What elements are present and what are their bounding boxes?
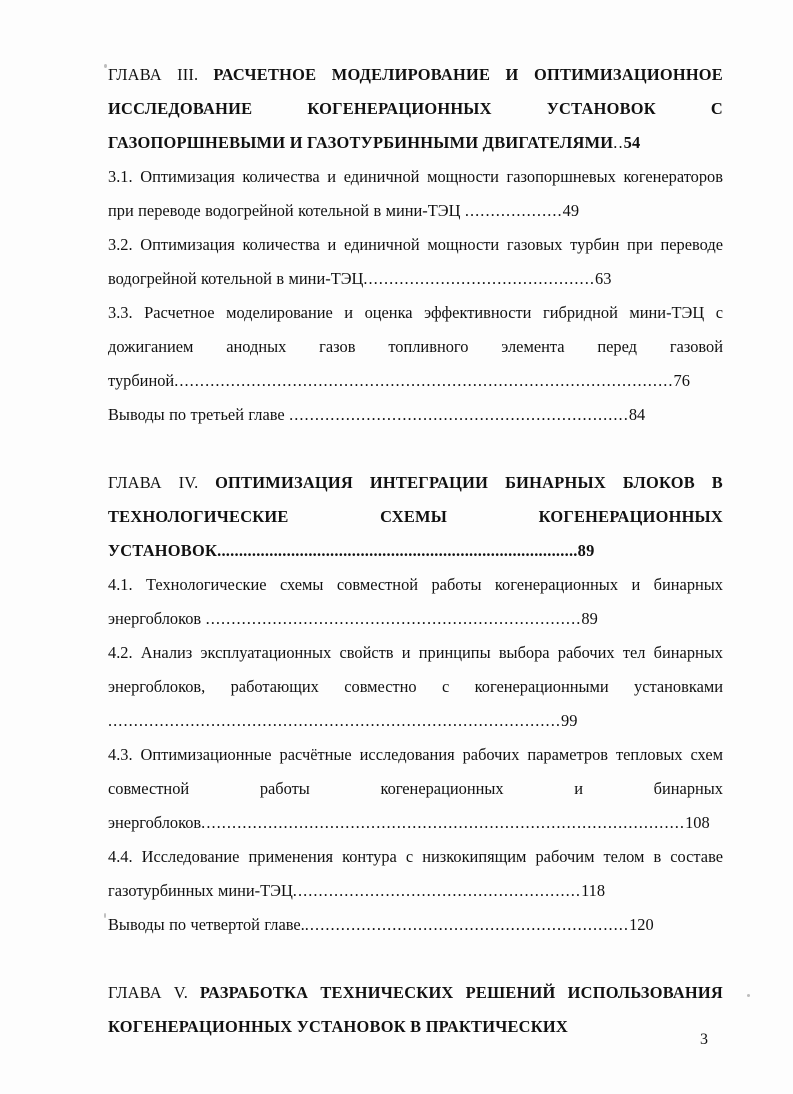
toc-entry-text: 4.2. Анализ эксплуатационных свойств и принципы выбора рабочих тел бинарных энергоблоков, работающих совместно с когенерационными установками — [108, 643, 723, 696]
chapter-title: РАЗРАБОТКА ТЕХНИЧЕСКИХ РЕШЕНИЙ ИСПОЛЬЗОВАНИЯ КОГЕНЕРАЦИОННЫХ УСТАНОВОК В ПРАКТИЧЕСКИХ — [108, 983, 724, 1036]
page-number: 89 — [581, 609, 598, 628]
dot-leader: ............................................. — [363, 269, 596, 288]
chapter-heading-5[interactable] — [108, 976, 723, 1044]
dot-leader: ........................................................ — [292, 881, 582, 900]
toc-entry[interactable] — [108, 908, 723, 942]
dot-leader: ......................................................................... — [205, 609, 582, 628]
toc-chapter-block — [108, 976, 723, 1044]
block-separator — [108, 432, 723, 466]
toc-entry-text: 3.3. Расчетное моделирование и оценка эффективности гибридной мини-ТЭЦ с дожиганием анодных газов топливного элемента перед газовой турбиной — [108, 303, 723, 390]
dot-leader: ................... — [464, 201, 563, 220]
chapter-heading-4[interactable] — [108, 466, 723, 568]
section-list-4 — [108, 568, 723, 942]
chapter-label: ГЛАВА III. — [108, 65, 199, 84]
toc-entry-text: 3.2. Оптимизация количества и единичной мощности газовых турбин при переводе водогрейной котельной в мини-ТЭЦ — [108, 235, 723, 288]
toc-entry-text: 3.1. Оптимизация количества и единичной мощности газопоршневых когенераторов при переводе водогрейной котельной в мини-ТЭЦ — [108, 167, 723, 220]
page-number: 118 — [581, 881, 606, 900]
dot-leader: ............................................................... — [304, 915, 630, 934]
toc-chapter-block — [108, 466, 723, 942]
toc-entry[interactable] — [108, 228, 723, 296]
page-number: 63 — [595, 269, 612, 288]
dot-leader: ................................................................................................. — [174, 371, 674, 390]
page-number: 49 — [562, 201, 580, 220]
page-folio: 3 — [700, 1031, 708, 1048]
dot-leader: .................................................................. — [289, 405, 629, 424]
dot-leader: .. — [613, 133, 624, 152]
toc-entry[interactable] — [108, 738, 723, 840]
toc-entry[interactable] — [108, 160, 723, 228]
scan-speck — [104, 913, 106, 918]
page-number: 76 — [673, 371, 690, 390]
scan-speck — [747, 994, 750, 997]
toc-entry[interactable] — [108, 398, 723, 432]
toc-entry-text: 4.3. Оптимизационные расчётные исследования рабочих параметров тепловых схем совместной работы когенерационных и бинарных энергоблоков — [108, 745, 723, 832]
page-number: 89 — [577, 541, 595, 560]
page-number: 84 — [628, 405, 646, 424]
toc-chapter-block — [108, 58, 723, 432]
toc-entry[interactable] — [108, 296, 723, 398]
toc-entry-text: Выводы по четвертой главе. — [108, 915, 305, 934]
page-number: 120 — [629, 915, 654, 934]
dot-leader: .............................................................................................. — [201, 813, 686, 832]
chapter-heading-3[interactable] — [108, 58, 723, 160]
chapter-label: ГЛАВА IV. — [108, 473, 199, 492]
dot-leader: ........................................................................................ — [108, 711, 561, 730]
section-list-3 — [108, 160, 723, 432]
scan-speck — [104, 64, 107, 68]
toc-entry-text: 4.1. Технологические схемы совместной работы когенерационных и бинарных энергоблоков — [108, 575, 723, 628]
toc-entry[interactable] — [108, 636, 723, 738]
toc-entry[interactable] — [108, 568, 723, 636]
chapter-title: РАСЧЕТНОЕ МОДЕЛИРОВАНИЕ И ОПТИМИЗАЦИОННОЕ ИССЛЕДОВАНИЕ КОГЕНЕРАЦИОННЫХ УСТАНОВОК С ГАЗОПОРШНЕВЫМИ И ГАЗОТУРБИННЫМИ ДВИГАТЕЛЯМИ — [108, 65, 723, 152]
dot-leader: ................................................................................... — [217, 541, 578, 560]
toc-entry[interactable] — [108, 840, 723, 908]
toc-content — [108, 58, 723, 1044]
toc-entry-text: 4.4. Исследование применения контура с низкокипящим рабочим телом в составе газотурбинных мини-ТЭЦ — [108, 847, 723, 900]
chapter-title: ОПТИМИЗАЦИЯ ИНТЕГРАЦИИ БИНАРНЫХ БЛОКОВ В ТЕХНОЛОГИЧЕСКИЕ СХЕМЫ КОГЕНЕРАЦИОННЫХ УСТАНОВОК — [108, 473, 723, 560]
page-number: 99 — [561, 711, 578, 730]
page-number: 108 — [685, 813, 710, 832]
block-separator — [108, 942, 723, 976]
page-number: 54 — [623, 133, 641, 152]
chapter-label: ГЛАВА V. — [108, 983, 188, 1002]
toc-entry-text: Выводы по третьей главе — [108, 405, 290, 424]
